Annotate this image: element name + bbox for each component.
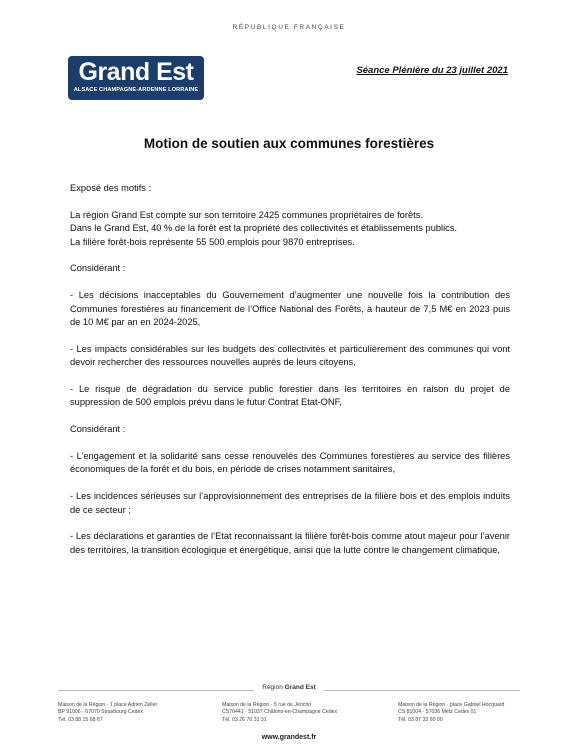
point-paragraph: - Les impacts considérables sur les budgets des collectivités et particulièrement des communes qui vont devoir rechercher des ressources nouvelles auprès de leurs citoyens, (70, 343, 510, 368)
republique-francaise: RÉPUBLIQUE FRANÇAISE (232, 24, 346, 31)
address-phone: Tél. 03 88 15 68 67 (58, 716, 103, 723)
logo-title: Grand Est (78, 58, 194, 86)
document-body (70, 182, 510, 557)
address-phone: Tél. 03 87 33 60 00 (398, 716, 443, 723)
website-link[interactable]: www.grandest.fr (261, 734, 317, 741)
point-paragraph: - L’engagement et la solidarité sans cesse renouvelés des Communes forestières au service des filières économiques de la forêt et du bois, en période de crises notamment sanitaires, (70, 451, 510, 475)
intro-line: La région Grand Est compte sur son territoire 2425 communes propriétaires de forêts. (70, 209, 423, 220)
intro-paragraph (70, 209, 510, 249)
point-paragraph: - Les décisions inacceptables du Gouvernement d’augmenter une nouvelle fois la contribution des Communes forestières au financement de l’Office National des Forêts, à hauteur de 7,5 M€ en 2023 puis de 10 M€ par an en 2024-2025, (70, 290, 510, 328)
considerant-heading: Considérant : (70, 424, 126, 435)
seance-date: Séance Plénière du 23 juillet 2021 (356, 65, 508, 76)
address-line: Maison de la Région · place Gabriel Hocquard (398, 702, 505, 708)
footer-label-bold: Grand Est (284, 684, 316, 691)
footer-label (254, 684, 324, 691)
address-line: CS 81004 · 57036 Metz Cedex 01 (398, 709, 477, 716)
grand-est-logo (68, 56, 204, 100)
address-strasbourg (58, 702, 157, 724)
considerant-heading: Considérant : (70, 263, 126, 274)
address-line: Maison de la Région · 5 rue de Jéricho (222, 702, 312, 708)
point-paragraph: - Le risque de dégradation du service public forestier dans les territoires en raison du projet de suppression de 500 emplois prévu dans le futur Contrat Etat-ONF, (70, 384, 510, 408)
address-line: Maison de la Région · 1 place Adrien Zeller (58, 702, 158, 708)
point-paragraph: - Les incidences sérieuses sur l’approvisionnement des entreprises de la filière bois et des emplois induits de ce secteur ; (70, 491, 510, 515)
point-paragraph: - Les déclarations et garanties de l’Etat reconnaissant la filière forêt-bois comme atout majeur pour l’avenir des territoires, la transition écologique et énergétique, ainsi que la lutte contre le changement climatique, (70, 531, 510, 555)
address-line: BP 91006 · 67070 Strasbourg Cedex (58, 709, 143, 716)
logo-subtitle: ALSACE CHAMPAGNE-ARDENNE LORRAINE (73, 87, 199, 93)
expose-heading: Exposé des motifs : (70, 183, 152, 193)
address-metz (398, 702, 504, 724)
address-chalons (222, 702, 337, 724)
intro-line: Dans le Grand Est, 40 % de la forêt est la propriété des collectivités et établissements publics. (70, 223, 458, 234)
address-line: CS70441 · 51037 Châlons-en-Champagne Cedex (222, 709, 338, 716)
address-phone: Tél. 03 26 70 31 31 (222, 716, 267, 723)
intro-line: La filière forêt-bois représente 55 500 emplois pour 9870 entreprises. (70, 236, 355, 247)
document-title: Motion de soutien aux communes forestières (143, 136, 435, 151)
footer-label-prefix: Région (262, 684, 283, 691)
